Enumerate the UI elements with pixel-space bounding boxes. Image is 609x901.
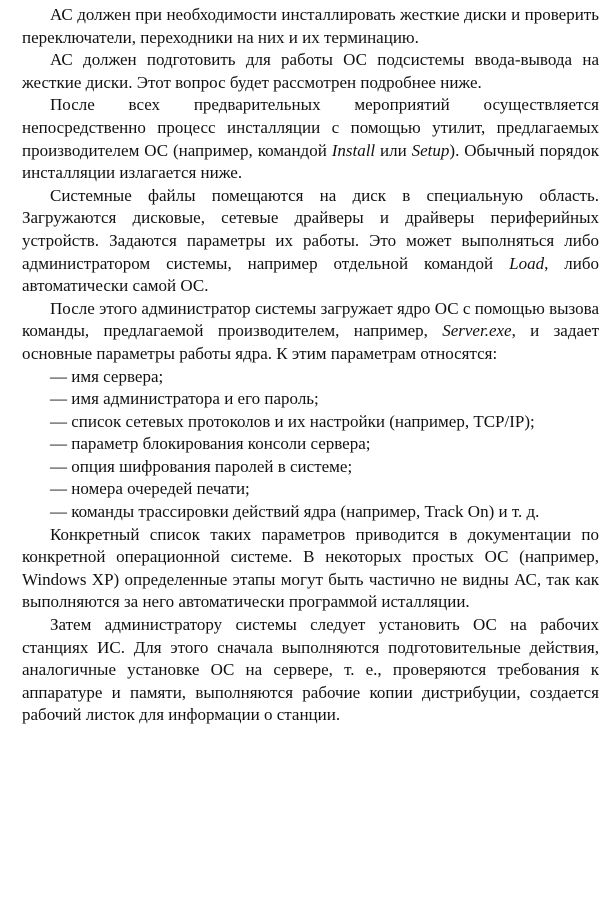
list-item: — команды трассировки действий ядра (например, Track On) и т. д. [50, 502, 540, 522]
list-item: — имя администратора и его пароль; [50, 389, 319, 409]
paragraph-5-text-a: После этого администратор системы загружает ядро ОС с помощью вызова команды, предлагаемой производителем, например, [22, 298, 599, 341]
paragraph-3-text-c: ). Обычный порядок инсталляции излагается ниже. [22, 140, 599, 183]
list-item: — номера очередей печати; [50, 479, 250, 499]
list-item: — параметр блокирования консоли сервера; [50, 434, 371, 454]
paragraph-4 [22, 185, 599, 298]
paragraph-7: Затем администратору системы следует установить ОС на рабочих станциях ИС. Для этого сначала выполняются подготовительные действия, аналогичные установке ОС на сервере, т. е., проверяются требования к аппаратуре и памяти, выполняются рабочие копии дистрибуции, создается рабочий листок для информации о станции. [22, 615, 599, 725]
paragraph-4-text-a: Системные файлы помещаются на диск в специальную область. Загружаются дисковые, сетевые драйверы и драйверы периферийных устройств. Задаются параметры их работы. Это может выполняться либо администратором системы, например отдельной командой [22, 185, 599, 273]
kernel-parameters-list [22, 366, 599, 524]
paragraph-6: Конкретный список таких параметров приводится в документации по конкретной операционной системе. В некоторых простых ОС (например, Windows XP) определенные этапы могут быть частично не видны АС, так как выполняются за него автоматически программой исталляции. [22, 524, 599, 612]
paragraph-1: АС должен при необходимости инсталлировать жесткие диски и проверить переключатели, переходники на них и их терминацию. [22, 5, 599, 47]
paragraph-3 [22, 94, 599, 184]
paragraph-5-text-b: , и задает основные параметры работы ядра. К этим параметрам относятся: [22, 321, 600, 363]
command-load: Load [509, 253, 545, 273]
list-item: — имя сервера; [50, 366, 164, 386]
paragraph-3-text-a: После всех предварительных мероприятий осуществляется непосредственно процесс инсталляции с помощью утилит, предлагаемых производителем ОС (например, командой [22, 95, 599, 160]
list-item: — список сетевых протоколов и их настройки (например, TCP/IP); [50, 411, 535, 431]
list-item: — опция шифрования паролей в системе; [50, 456, 353, 476]
command-install: Install [331, 140, 376, 160]
paragraph-5 [22, 298, 599, 366]
paragraph-4-text-b: , либо автоматически самой ОС. [22, 253, 599, 296]
paragraph-2: АС должен подготовить для работы ОС подсистемы ввода-вывода на жесткие диски. Этот вопрос будет рассмотрен подробнее ниже. [22, 50, 599, 92]
paragraph-3-text-b: или [375, 140, 412, 160]
command-server-exe: Server.exe [442, 321, 512, 341]
command-setup: Setup [411, 140, 450, 160]
